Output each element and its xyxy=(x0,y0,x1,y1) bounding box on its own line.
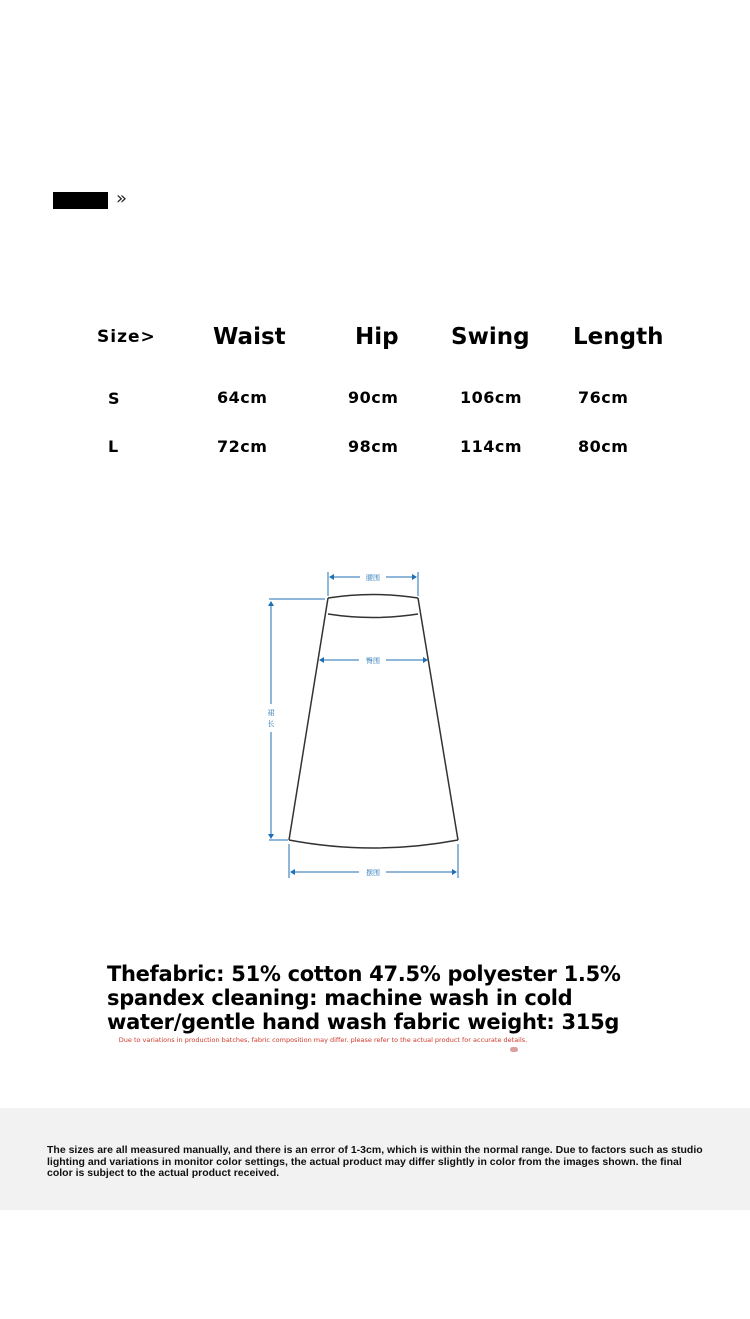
waist-label: 腰围 xyxy=(366,574,380,582)
decorative-dot xyxy=(510,1047,518,1052)
table-header-swing: Swing xyxy=(451,324,530,350)
table-row-s-hip: 90cm xyxy=(348,388,399,407)
length-label-2: 长 xyxy=(267,720,275,728)
table-row-s-length: 76cm xyxy=(578,388,629,407)
table-row-l-size: L xyxy=(108,437,119,456)
table-header-hip: Hip xyxy=(355,324,399,350)
fabric-variation-note: Due to variations in production batches, fabric composition may differ. please refer to the actual product for accurate details. xyxy=(118,1036,528,1044)
hem-label: 摆围 xyxy=(366,869,380,877)
fabric-composition-text: Thefabric: 51% cotton 47.5% polyester 1.5% spandex cleaning: machine wash in cold water/gentle hand wash fabric weight: 315g xyxy=(107,962,621,1034)
measurement-notice-box xyxy=(0,1108,750,1210)
table-header-waist: Waist xyxy=(213,324,286,350)
skirt-measurement-diagram xyxy=(255,566,470,886)
table-header-size: Size> xyxy=(97,327,156,347)
table-row-l-length: 80cm xyxy=(578,437,629,456)
length-label-1: 裙 xyxy=(267,709,275,717)
table-row-l-hip: 98cm xyxy=(348,437,399,456)
table-row-l-swing: 114cm xyxy=(460,437,523,456)
table-row-l-waist: 72cm xyxy=(217,437,268,456)
skirt-outline xyxy=(289,595,458,849)
length-dimension xyxy=(268,599,325,840)
measurement-notice-text: The sizes are all measured manually, and there is an error of 1-3cm, which is within the normal range. Due to factors such as studio lighting and variations in monitor color settings, the actual product may differ slightly in color from the images shown. the final color is subject to the actual product received. xyxy=(47,1144,703,1179)
table-row-s-size: S xyxy=(108,389,121,408)
hip-label: 臀围 xyxy=(366,657,380,665)
table-row-s-swing: 106cm xyxy=(460,388,523,407)
size-table xyxy=(0,0,750,480)
table-header-length: Length xyxy=(573,324,664,350)
double-chevron-icon: » xyxy=(116,188,128,209)
table-row-s-waist: 64cm xyxy=(217,388,268,407)
